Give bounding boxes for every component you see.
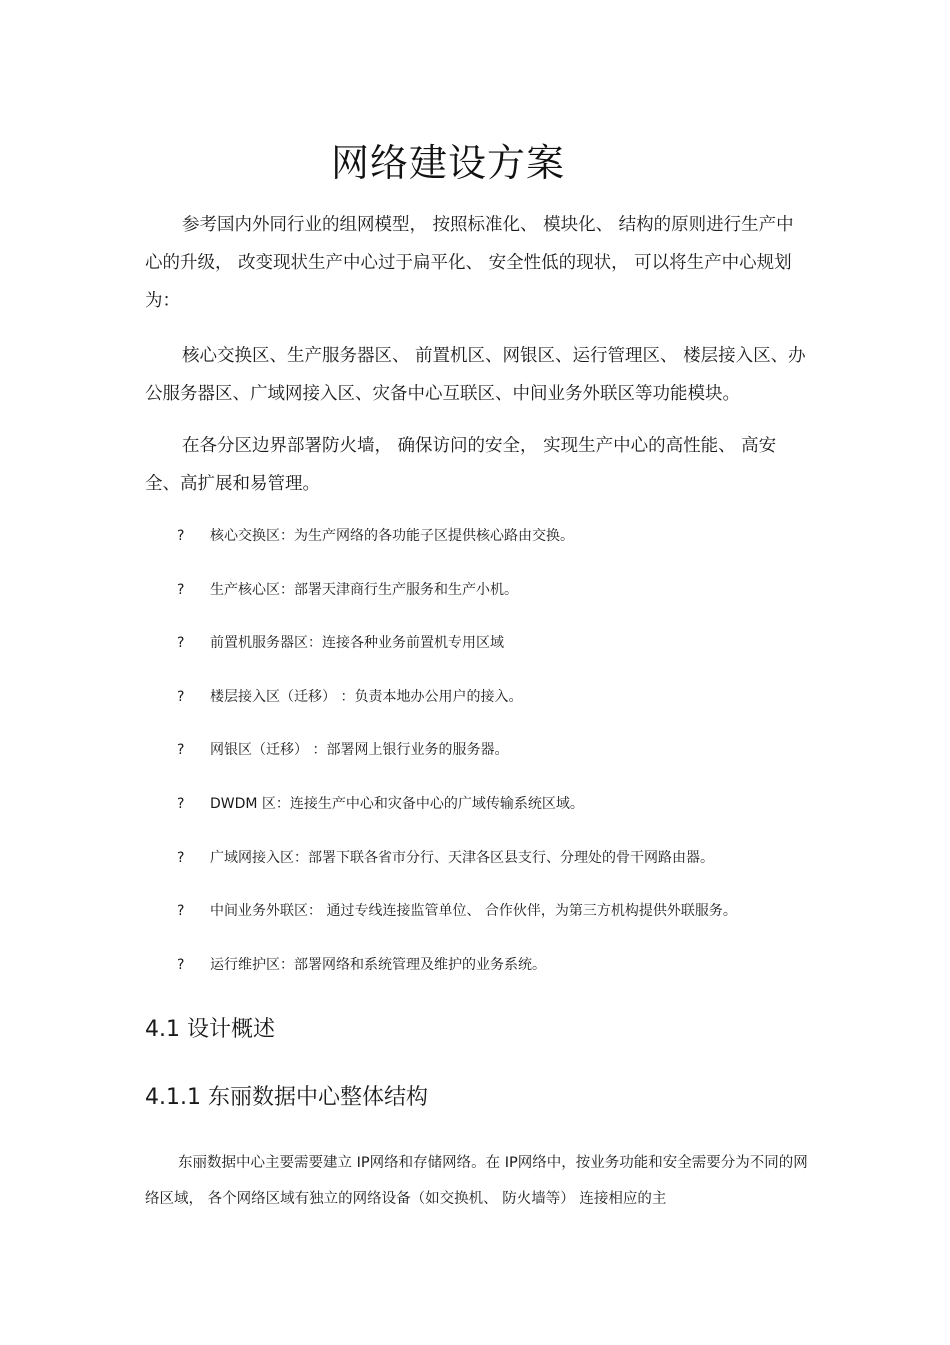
zone-bullet-list [145,520,825,1002]
structure-paragraph [145,1145,810,1217]
bullet-mark: ? [177,956,185,973]
list-item [145,788,825,842]
firewall-text: 在各分区边界部署防火墙， 确保访问的安全， 实现生产中心的高性能、 高安全、高扩展和易管理。 [145,436,777,494]
list-item [145,681,825,735]
section-heading: 4.1 设计概述 [145,1017,275,1042]
list-item [145,734,825,788]
bullet-mark: ? [177,795,185,812]
bullet-mark: ? [177,849,185,866]
bullet-mark: ? [177,903,185,920]
bullet-text: 中间业务外联区： 通过专线连接监管单位、 合作伙伴，为第三方机构提供外联服务。 [210,903,737,920]
bullet-text: 前置机服务器区：连接各种业务前置机专用区域 [210,635,504,652]
list-item [145,520,825,574]
bullet-mark: ? [177,635,185,652]
bullet-text: 广域网接入区：部署下联各省市分行、天津各区县支行、分理处的骨干网路由器。 [210,849,714,866]
subsection-heading: 4.1.1 东丽数据中心整体结构 [145,1085,428,1110]
structure-text: 东丽数据中心主要需要建立 IP网络和存储网络。在 IP网络中，按业务功能和安全需要分为不同的网络区域， 各个网络区域有独立的网络设备（如交换机、 防火墙等） 连接相应的主 [145,1155,808,1207]
page-title: 网络建设方案 [330,141,565,185]
modules-text: 核心交换区、生产服务器区、 前置机区、网银区、运行管理区、 楼层接入区、办公服务器区、广域网接入区、灾备中心互联区、中间业务外联区等功能模块。 [145,346,806,404]
modules-paragraph [145,337,810,413]
bullet-mark: ? [177,528,185,544]
list-item [145,842,825,896]
list-item [145,895,825,949]
intro-text: 参考国内外同行业的组网模型， 按照标准化、 模块化、 结构的原则进行生产中心的升级， 改变现状生产中心过于扁平化、 安全性低的现状， 可以将生产中心规划为： [145,215,794,311]
bullet-mark: ? [177,742,185,759]
firewall-paragraph [145,427,810,503]
intro-paragraph [145,206,810,320]
bullet-text: 核心交换区：为生产网络的各功能子区提供核心路由交换。 [210,528,574,544]
list-item [145,574,825,628]
bullet-text: 网银区（迁移） ：部署网上银行业务的服务器。 [210,742,509,759]
bullet-text: 生产核心区：部署天津商行生产服务和生产小机。 [210,581,518,598]
bullet-mark: ? [177,581,185,598]
bullet-text: 运行维护区：部署网络和系统管理及维护的业务系统。 [210,956,546,973]
bullet-mark: ? [177,688,185,705]
bullet-text: DWDM 区：连接生产中心和灾备中心的广域传输系统区域。 [210,795,584,812]
bullet-text: 楼层接入区（迁移） ：负责本地办公用户的接入。 [210,688,523,705]
list-item [145,949,825,1003]
list-item [145,627,825,681]
